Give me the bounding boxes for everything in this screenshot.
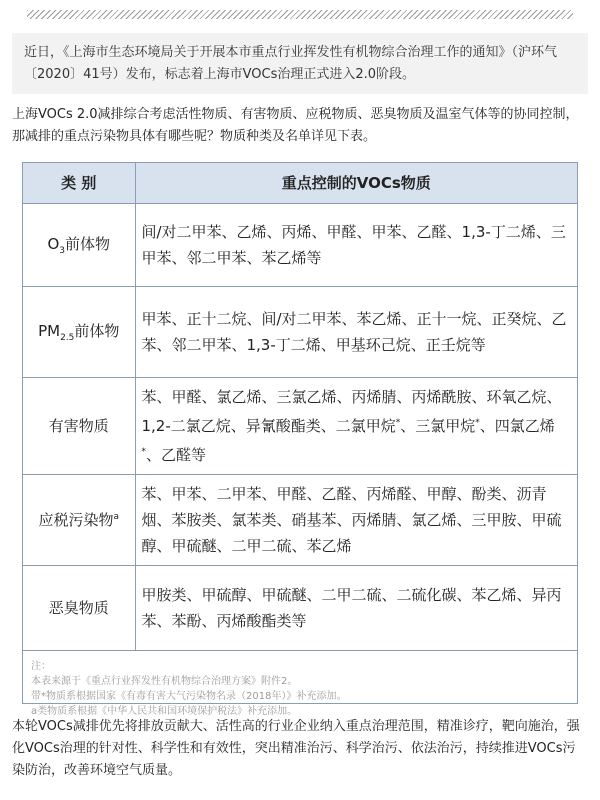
row-category-hazardous: 有害物质	[23, 377, 135, 474]
voc-table	[23, 163, 577, 651]
row-category-odor: 恶臭物质	[23, 565, 135, 650]
table-header-row	[23, 163, 577, 203]
row-substances-hazardous: 苯、甲醛、氯乙烯、三氯乙烯、丙烯腈、丙烯酰胺、环氧乙烷、1,2-二氯乙烷、异氰酸酯类、二氯甲烷*、三氯甲烷*、四氯乙烯*、乙醛等	[135, 377, 577, 474]
note-line: 注：	[31, 660, 51, 672]
voc-table-container	[22, 162, 578, 717]
note-line: a类物质系根据《中华人民共和国环境保护税法》补充添加。	[31, 705, 298, 717]
table-row	[23, 286, 577, 377]
row-category-o3: $O_3$前体物	[23, 203, 135, 286]
row-substances-o3: 间/对二甲苯、乙烯、丙烯、甲醛、甲苯、乙醛、1,3-丁二烯、三甲苯、邻二甲苯、苯乙烯等	[135, 203, 577, 286]
row-substances-pm25: 甲苯、正十二烷、间/对二甲苯、苯乙烯、正十一烷、正癸烷、乙苯、邻二甲苯、1,3-丁二烯、甲基环己烷、正壬烷等	[135, 286, 577, 377]
row-category-pm25: $PM_{2.5}$前体物	[23, 286, 135, 377]
table-row	[23, 565, 577, 650]
decorative-hatch-divider	[27, 10, 573, 19]
header-substances: 重点控制的VOCs物质	[135, 163, 577, 203]
note-line: 本表来源于《重点行业挥发性有机物综合治理方案》附件2。	[31, 675, 298, 687]
intro-text: 近日，《上海市生态环境局关于开展本市重点行业挥发性有机物综合治理工作的通知》（沪环气〔2020〕41号）发布，标志着上海市VOCs治理正式进入2.0阶段。	[24, 45, 558, 82]
table-row	[23, 474, 577, 565]
header-category: 类 别	[23, 163, 135, 203]
table-row	[23, 203, 577, 286]
table-row	[23, 377, 577, 474]
row-category-taxable: 应税污染物$^a$	[23, 474, 135, 565]
row-substances-taxable: 苯、甲苯、二甲苯、甲醛、乙醛、丙烯醛、甲醇、酚类、沥青烟、苯胺类、氯苯类、硝基苯、丙烯腈、氯乙烯、三甲胺、甲硫醇、甲硫醚、二甲二硫、苯乙烯	[135, 474, 577, 565]
paragraph-intro: 上海VOCs 2.0减排综合考虑活性物质、有害物质、应税物质、恶臭物质及温室气体等的协同控制，那减排的重点污染物具体有哪些呢？物质种类及名单详见下表。	[12, 107, 579, 144]
paragraph-conclusion: 本轮VOCs减排优先将排放贡献大、活性高的行业企业纳入重点治理范围，精准诊疗，靶向施治，强化VOCs治理的针对性、科学性和有效性，突出精准治污、科学治污、依法治污，持续推进VOCs污染防治，改善环境空气质量。	[12, 719, 580, 778]
table-notes	[23, 651, 577, 719]
intro-box	[12, 33, 588, 94]
note-line: 带*物质系根据国家《有毒有害大气污染物名录（2018年）》补充添加。	[31, 690, 347, 702]
row-substances-odor: 甲胺类、甲硫醇、甲硫醚、二甲二硫、二硫化碳、苯乙烯、异丙苯、苯酚、丙烯酸酯类等	[135, 565, 577, 650]
